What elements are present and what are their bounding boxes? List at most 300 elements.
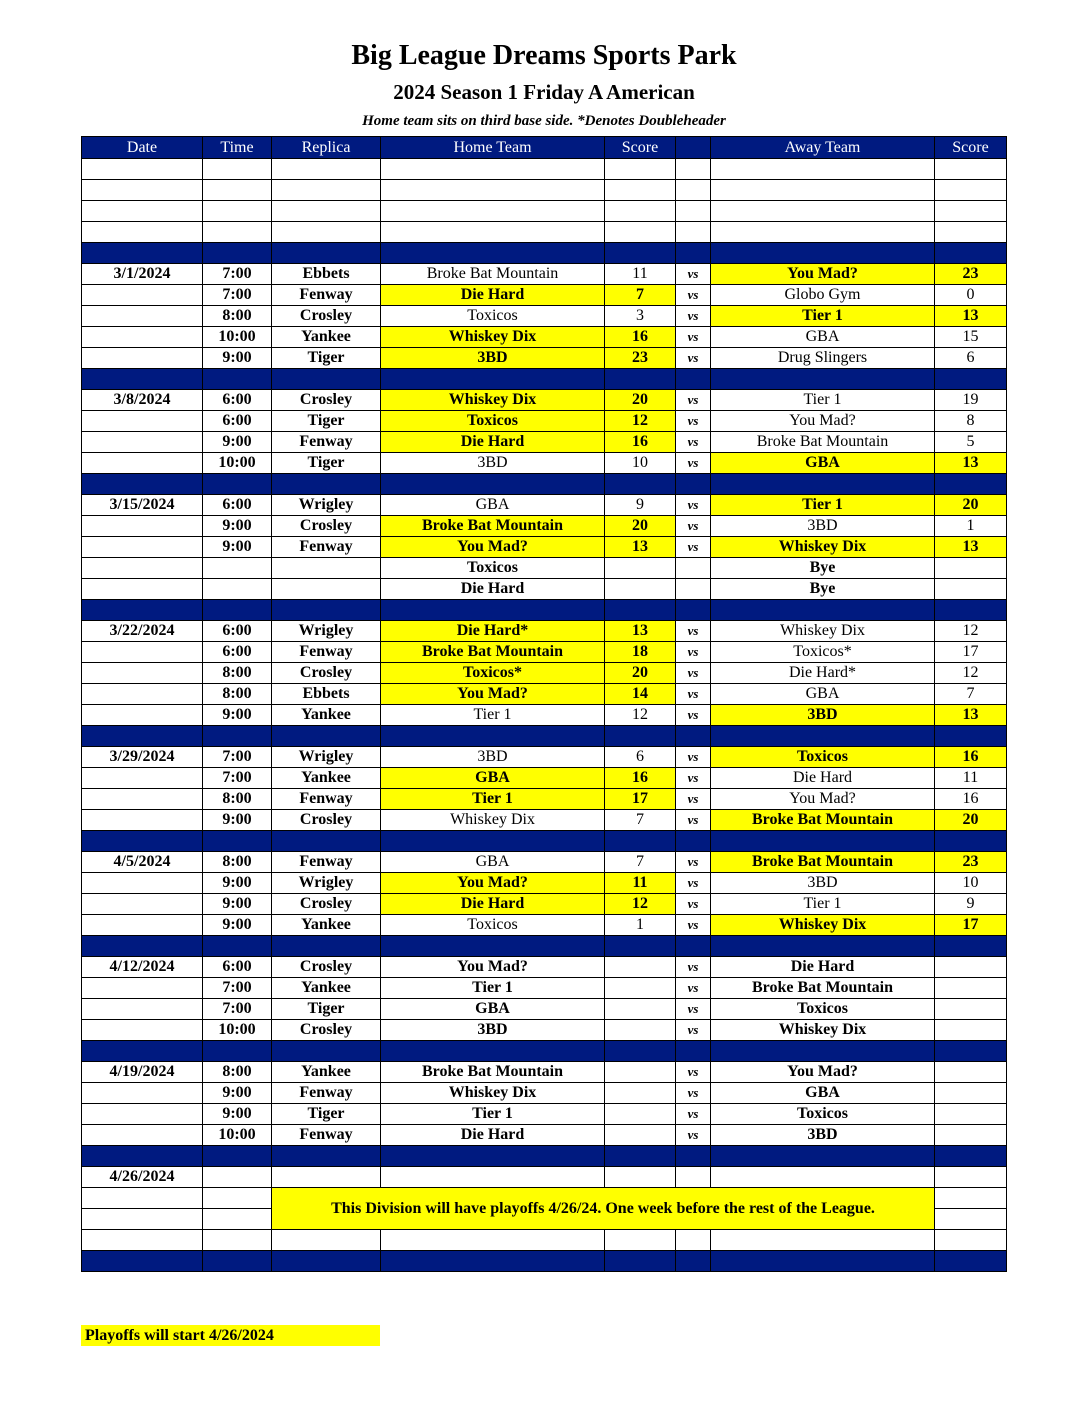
empty-cell (203, 1188, 272, 1209)
game-date: 3/8/2024 (82, 390, 203, 411)
vs-label: vs (676, 999, 711, 1020)
away-score: 20 (935, 495, 1007, 516)
game-date (82, 894, 203, 915)
separator-cell (381, 600, 605, 621)
game-replica: Crosley (272, 810, 381, 831)
empty-cell (381, 180, 605, 201)
game-replica: Yankee (272, 327, 381, 348)
separator-cell (605, 600, 676, 621)
away-team: Broke Bat Mountain (711, 978, 935, 999)
home-score: 20 (605, 663, 676, 684)
home-score (605, 579, 676, 600)
col-home-team: Home Team (381, 137, 605, 159)
game-date (82, 453, 203, 474)
vs-label: vs (676, 642, 711, 663)
game-time: 9:00 (203, 915, 272, 936)
game-time: 9:00 (203, 1083, 272, 1104)
game-date: 4/26/2024 (82, 1167, 203, 1188)
away-score: 23 (935, 264, 1007, 285)
week-separator (82, 474, 1007, 495)
vs-label: vs (676, 432, 711, 453)
separator-cell (605, 369, 676, 390)
home-team: Toxicos (381, 306, 605, 327)
away-score: 13 (935, 453, 1007, 474)
game-date (82, 1083, 203, 1104)
game-row (82, 915, 1007, 936)
game-time: 10:00 (203, 1020, 272, 1041)
separator-cell (82, 474, 203, 495)
separator-cell (935, 1146, 1007, 1167)
separator-cell (676, 474, 711, 495)
empty-cell (676, 201, 711, 222)
empty-cell (381, 201, 605, 222)
game-replica: Fenway (272, 537, 381, 558)
empty-cell (676, 180, 711, 201)
home-team: Die Hard (381, 894, 605, 915)
away-team: GBA (711, 684, 935, 705)
empty-cell (381, 1230, 605, 1251)
game-time: 8:00 (203, 684, 272, 705)
away-team: Tier 1 (711, 894, 935, 915)
home-score: 9 (605, 495, 676, 516)
separator-cell (82, 726, 203, 747)
away-score: 6 (935, 348, 1007, 369)
separator-cell (272, 1251, 381, 1272)
away-team: Globo Gym (711, 285, 935, 306)
home-score: 1 (605, 915, 676, 936)
empty-row (82, 159, 1007, 180)
home-score: 16 (605, 768, 676, 789)
away-team: Bye (711, 579, 935, 600)
separator-cell (711, 243, 935, 264)
game-time: 10:00 (203, 327, 272, 348)
home-score: 18 (605, 642, 676, 663)
home-team: You Mad? (381, 684, 605, 705)
home-team: 3BD (381, 1020, 605, 1041)
away-score: 17 (935, 642, 1007, 663)
empty-cell (711, 1230, 935, 1251)
vs-label: vs (676, 621, 711, 642)
away-team: You Mad? (711, 264, 935, 285)
away-score: 9 (935, 894, 1007, 915)
game-replica: Tiger (272, 1104, 381, 1125)
game-replica: Wrigley (272, 621, 381, 642)
game-replica: Wrigley (272, 495, 381, 516)
home-score (605, 1125, 676, 1146)
home-team: Toxicos (381, 915, 605, 936)
game-row (82, 705, 1007, 726)
empty-cell (605, 201, 676, 222)
schedule-table (81, 136, 1007, 1272)
home-team: You Mad? (381, 537, 605, 558)
week-separator (82, 600, 1007, 621)
vs-label: vs (676, 768, 711, 789)
empty-cell (203, 1230, 272, 1251)
away-score: 15 (935, 327, 1007, 348)
game-time: 9:00 (203, 873, 272, 894)
separator-cell (605, 1146, 676, 1167)
game-time: 7:00 (203, 768, 272, 789)
empty-cell (381, 159, 605, 180)
empty-cell (272, 222, 381, 243)
away-team: Whiskey Dix (711, 1020, 935, 1041)
away-score: 19 (935, 390, 1007, 411)
home-team: Die Hard (381, 1125, 605, 1146)
game-row (82, 558, 1007, 579)
game-replica: Fenway (272, 852, 381, 873)
game-replica: Crosley (272, 894, 381, 915)
game-date (82, 768, 203, 789)
away-team: Tier 1 (711, 306, 935, 327)
away-score: 10 (935, 873, 1007, 894)
separator-cell (935, 831, 1007, 852)
separator-cell (711, 600, 935, 621)
empty-row (82, 1230, 1007, 1251)
separator-cell (82, 369, 203, 390)
home-team: Whiskey Dix (381, 810, 605, 831)
game-date (82, 516, 203, 537)
separator-cell (272, 831, 381, 852)
empty-cell (381, 222, 605, 243)
away-team: Whiskey Dix (711, 537, 935, 558)
game-row (82, 453, 1007, 474)
away-score (935, 579, 1007, 600)
vs-label: vs (676, 684, 711, 705)
game-row (82, 852, 1007, 873)
away-score (935, 1104, 1007, 1125)
game-time: 7:00 (203, 747, 272, 768)
vs-label: vs (676, 915, 711, 936)
week-separator (82, 369, 1007, 390)
game-replica: Tiger (272, 348, 381, 369)
away-score (935, 1020, 1007, 1041)
vs-label: vs (676, 516, 711, 537)
empty-cell (935, 1167, 1007, 1188)
home-team: Whiskey Dix (381, 390, 605, 411)
away-team: Die Hard (711, 957, 935, 978)
away-score: 12 (935, 621, 1007, 642)
away-team: GBA (711, 1083, 935, 1104)
home-score: 6 (605, 747, 676, 768)
game-time: 8:00 (203, 663, 272, 684)
game-row (82, 1083, 1007, 1104)
game-row (82, 810, 1007, 831)
separator-cell (711, 474, 935, 495)
separator-cell (711, 1041, 935, 1062)
vs-label (676, 579, 711, 600)
home-score (605, 1083, 676, 1104)
separator-cell (935, 1251, 1007, 1272)
empty-cell (272, 201, 381, 222)
home-team: 3BD (381, 453, 605, 474)
week-separator (82, 936, 1007, 957)
separator-cell (203, 1041, 272, 1062)
game-row (82, 621, 1007, 642)
week-separator (82, 831, 1007, 852)
empty-cell (82, 159, 203, 180)
separator-cell (203, 474, 272, 495)
game-date (82, 873, 203, 894)
empty-cell (711, 1167, 935, 1188)
game-time: 10:00 (203, 1125, 272, 1146)
away-score: 12 (935, 663, 1007, 684)
away-score (935, 957, 1007, 978)
away-team: Die Hard* (711, 663, 935, 684)
game-time: 6:00 (203, 621, 272, 642)
game-row (82, 957, 1007, 978)
empty-cell (935, 1188, 1007, 1209)
game-replica: Fenway (272, 789, 381, 810)
empty-cell (676, 159, 711, 180)
home-score: 13 (605, 537, 676, 558)
home-score: 17 (605, 789, 676, 810)
separator-cell (676, 936, 711, 957)
away-team: Broke Bat Mountain (711, 810, 935, 831)
game-row (82, 1062, 1007, 1083)
vs-label: vs (676, 894, 711, 915)
vs-label: vs (676, 264, 711, 285)
away-team: 3BD (711, 516, 935, 537)
playoffs-footnote: Playoffs will start 4/26/2024 (81, 1325, 380, 1346)
game-time: 6:00 (203, 957, 272, 978)
game-time: 6:00 (203, 495, 272, 516)
game-row (82, 684, 1007, 705)
separator-cell (676, 369, 711, 390)
empty-cell (82, 201, 203, 222)
away-score: 13 (935, 705, 1007, 726)
away-score (935, 1083, 1007, 1104)
game-date (82, 411, 203, 432)
separator-cell (381, 831, 605, 852)
header-row (82, 137, 1007, 159)
empty-row (82, 222, 1007, 243)
separator-cell (605, 1041, 676, 1062)
game-date (82, 306, 203, 327)
playoff-note: This Division will have playoffs 4/26/24. One week before the rest of the League. (272, 1188, 935, 1230)
away-score: 7 (935, 684, 1007, 705)
game-date: 4/5/2024 (82, 852, 203, 873)
separator-cell (676, 831, 711, 852)
separator-cell (711, 1146, 935, 1167)
game-date (82, 327, 203, 348)
game-replica: Fenway (272, 1083, 381, 1104)
away-score: 0 (935, 285, 1007, 306)
home-score: 7 (605, 852, 676, 873)
empty-cell (711, 222, 935, 243)
game-row (82, 411, 1007, 432)
game-date (82, 999, 203, 1020)
home-team: Die Hard (381, 285, 605, 306)
week-separator (82, 1251, 1007, 1272)
game-date (82, 1125, 203, 1146)
game-date (82, 642, 203, 663)
away-team: You Mad? (711, 1062, 935, 1083)
game-date (82, 537, 203, 558)
game-replica: Yankee (272, 1062, 381, 1083)
vs-label: vs (676, 348, 711, 369)
home-score: 11 (605, 873, 676, 894)
game-time: 9:00 (203, 348, 272, 369)
separator-cell (381, 243, 605, 264)
separator-cell (203, 600, 272, 621)
empty-cell (272, 159, 381, 180)
separator-cell (935, 726, 1007, 747)
vs-label: vs (676, 663, 711, 684)
home-team: Die Hard (381, 579, 605, 600)
game-time: 7:00 (203, 978, 272, 999)
vs-label: vs (676, 852, 711, 873)
game-time: 7:00 (203, 285, 272, 306)
separator-cell (381, 369, 605, 390)
game-replica (272, 579, 381, 600)
home-score: 10 (605, 453, 676, 474)
separator-cell (676, 1251, 711, 1272)
game-row (82, 264, 1007, 285)
separator-cell (605, 936, 676, 957)
separator-cell (381, 1251, 605, 1272)
empty-cell (272, 1230, 381, 1251)
separator-cell (272, 243, 381, 264)
game-time (203, 579, 272, 600)
home-team: Whiskey Dix (381, 1083, 605, 1104)
separator-cell (203, 1146, 272, 1167)
away-team: Toxicos (711, 999, 935, 1020)
game-date: 3/29/2024 (82, 747, 203, 768)
empty-cell (605, 1230, 676, 1251)
home-team: Die Hard* (381, 621, 605, 642)
page-title: Big League Dreams Sports Park (351, 40, 737, 71)
empty-cell (605, 222, 676, 243)
separator-cell (676, 600, 711, 621)
game-date (82, 348, 203, 369)
game-row (82, 1020, 1007, 1041)
empty-cell (272, 180, 381, 201)
away-score: 13 (935, 306, 1007, 327)
away-team: Tier 1 (711, 495, 935, 516)
home-score (605, 999, 676, 1020)
game-replica (272, 558, 381, 579)
home-score: 20 (605, 390, 676, 411)
away-team: Broke Bat Mountain (711, 852, 935, 873)
separator-cell (272, 600, 381, 621)
away-team: 3BD (711, 1125, 935, 1146)
away-score: 5 (935, 432, 1007, 453)
away-team: Toxicos (711, 1104, 935, 1125)
separator-cell (272, 726, 381, 747)
home-score (605, 1062, 676, 1083)
game-replica: Ebbets (272, 684, 381, 705)
separator-cell (676, 726, 711, 747)
empty-cell (381, 1167, 605, 1188)
away-score: 16 (935, 789, 1007, 810)
vs-label: vs (676, 306, 711, 327)
away-team: You Mad? (711, 789, 935, 810)
vs-label: vs (676, 873, 711, 894)
separator-cell (272, 474, 381, 495)
empty-cell (605, 180, 676, 201)
separator-cell (711, 831, 935, 852)
empty-cell (82, 1230, 203, 1251)
vs-label: vs (676, 390, 711, 411)
game-date (82, 1020, 203, 1041)
empty-cell (676, 1230, 711, 1251)
game-row (82, 978, 1007, 999)
vs-label: vs (676, 285, 711, 306)
vs-label: vs (676, 1020, 711, 1041)
empty-cell (935, 1230, 1007, 1251)
home-score: 7 (605, 285, 676, 306)
home-score (605, 978, 676, 999)
playoff-note-row (82, 1188, 1007, 1209)
away-team: 3BD (711, 705, 935, 726)
game-date (82, 579, 203, 600)
game-time: 6:00 (203, 390, 272, 411)
game-row (82, 1125, 1007, 1146)
away-team: Die Hard (711, 768, 935, 789)
separator-cell (203, 369, 272, 390)
game-time (203, 558, 272, 579)
game-time: 8:00 (203, 852, 272, 873)
home-score: 20 (605, 516, 676, 537)
separator-cell (272, 1146, 381, 1167)
empty-cell (935, 201, 1007, 222)
home-score: 16 (605, 432, 676, 453)
empty-cell (203, 201, 272, 222)
game-date: 3/1/2024 (82, 264, 203, 285)
away-team: Toxicos* (711, 642, 935, 663)
separator-cell (605, 474, 676, 495)
home-team: Broke Bat Mountain (381, 516, 605, 537)
vs-label: vs (676, 495, 711, 516)
separator-cell (381, 726, 605, 747)
game-replica: Fenway (272, 642, 381, 663)
separator-cell (605, 1251, 676, 1272)
home-score (605, 1104, 676, 1125)
separator-cell (676, 243, 711, 264)
game-time: 9:00 (203, 810, 272, 831)
away-team: You Mad? (711, 411, 935, 432)
separator-cell (381, 936, 605, 957)
vs-label: vs (676, 537, 711, 558)
week-separator (82, 243, 1007, 264)
empty-cell (203, 1209, 272, 1230)
vs-label: vs (676, 978, 711, 999)
game-time: 9:00 (203, 705, 272, 726)
separator-cell (711, 936, 935, 957)
col-away-score: Score (935, 137, 1007, 159)
empty-cell (82, 1188, 203, 1209)
home-team: You Mad? (381, 873, 605, 894)
vs-label (676, 558, 711, 579)
game-row (82, 306, 1007, 327)
col-replica: Replica (272, 137, 381, 159)
game-replica: Yankee (272, 705, 381, 726)
game-replica: Tiger (272, 453, 381, 474)
empty-cell (676, 1167, 711, 1188)
game-date: 4/12/2024 (82, 957, 203, 978)
separator-cell (203, 831, 272, 852)
col-time: Time (203, 137, 272, 159)
header-note: Home team sits on third base side. *Denotes Doubleheader (362, 113, 726, 129)
col-away-team: Away Team (711, 137, 935, 159)
game-row (82, 537, 1007, 558)
game-date (82, 915, 203, 936)
separator-cell (605, 726, 676, 747)
game-time: 10:00 (203, 453, 272, 474)
empty-cell (935, 222, 1007, 243)
away-team: Whiskey Dix (711, 621, 935, 642)
home-score: 23 (605, 348, 676, 369)
